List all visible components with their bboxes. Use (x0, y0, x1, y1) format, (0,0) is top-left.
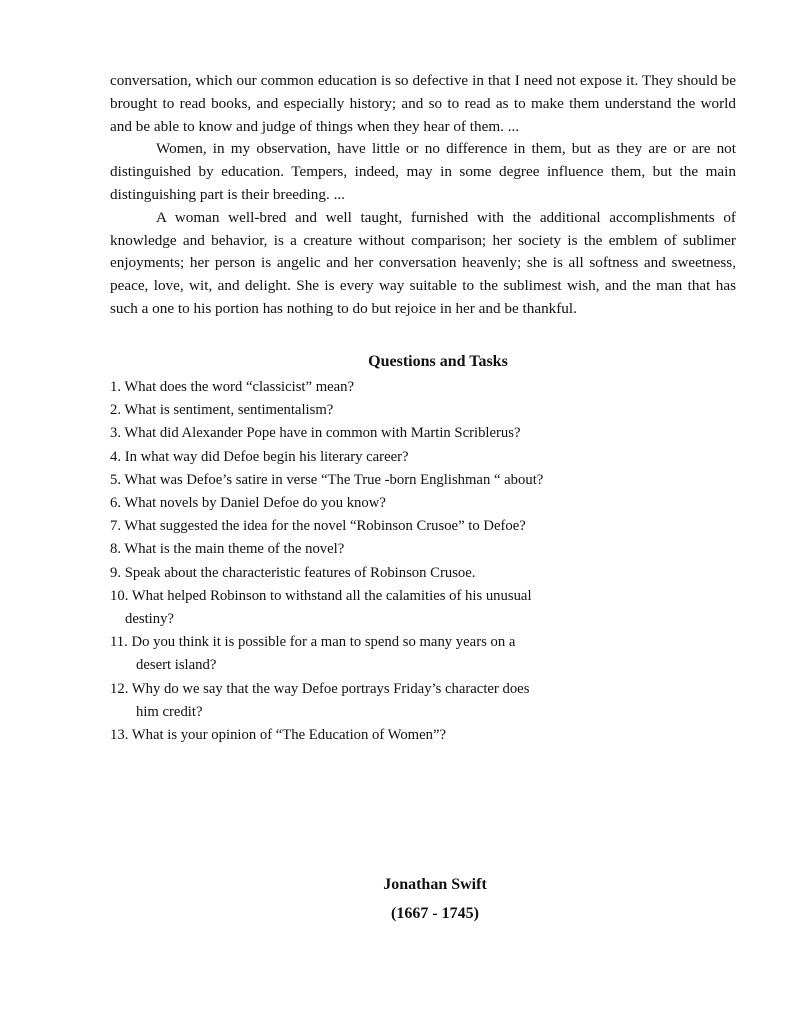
body-text (110, 70, 736, 321)
paragraph-woman-well-bred: A woman well-bred and well taught, furnished with the additional accomplishments of knowledge and behavior, is a creature without comparison; her society is the emblem of sublimer enjoyments; her person is angelic and her conversation heavenly; she is all softness and sweetness, peace, love, wit, and delight. She is every way suitable to the sublimest wish, and the man that has such a one to his portion has nothing to do but rejoice in her and be thankful. (110, 208, 736, 317)
question-item-continuation: desert island? (136, 657, 217, 674)
next-section-heading (300, 870, 570, 928)
question-item-continuation: him credit? (136, 703, 203, 720)
question-item-continuation: destiny? (125, 611, 174, 628)
question-item: 7. What suggested the idea for the novel “Robinson Crusoe” to Defoe? (110, 518, 526, 535)
question-item: 1. What does the word “classicist” mean? (110, 379, 355, 395)
question-item: 10. What helped Robinson to withstand all the calamities of his unusual (110, 587, 532, 604)
question-item: 2. What is sentiment, sentimentalism? (110, 402, 334, 419)
paragraph-continuation: conversation, which our common education is so defective in that I need not expose it. They should be brought to read books, and especially history; and so to read as to make them understand the world and be able to know and judge of things when they hear of them. ... (110, 72, 736, 135)
questions-heading: Questions and Tasks (368, 353, 508, 370)
question-item: 4. In what way did Defoe begin his literary career? (110, 448, 409, 465)
author-years: (1667 - 1745) (391, 905, 479, 922)
paragraph-women-observation: Women, in my observation, have little or no difference in them, but as they are or are not distinguished by education. Tempers, indeed, may in some degree influence them, but the main distinguishing part is their breeding. ... (110, 140, 736, 203)
question-item: 5. What was Defoe’s satire in verse “The True -born Englishman “ about? (110, 471, 544, 488)
questions-list (110, 376, 630, 747)
question-item: 9. Speak about the characteristic features of Robinson Crusoe. (110, 564, 476, 581)
question-item: 3. What did Alexander Pope have in common with Martin Scriblerus? (110, 425, 521, 442)
question-item: 13. What is your opinion of “The Education of Women”? (110, 727, 447, 744)
question-item: 8. What is the main theme of the novel? (110, 541, 345, 558)
question-item: 6. What novels by Daniel Defoe do you know? (110, 495, 386, 512)
author-name: Jonathan Swift (383, 876, 487, 893)
question-item: 12. Why do we say that the way Defoe portrays Friday’s character does (110, 680, 530, 697)
question-item: 11. Do you think it is possible for a man to spend so many years on a (110, 634, 516, 651)
